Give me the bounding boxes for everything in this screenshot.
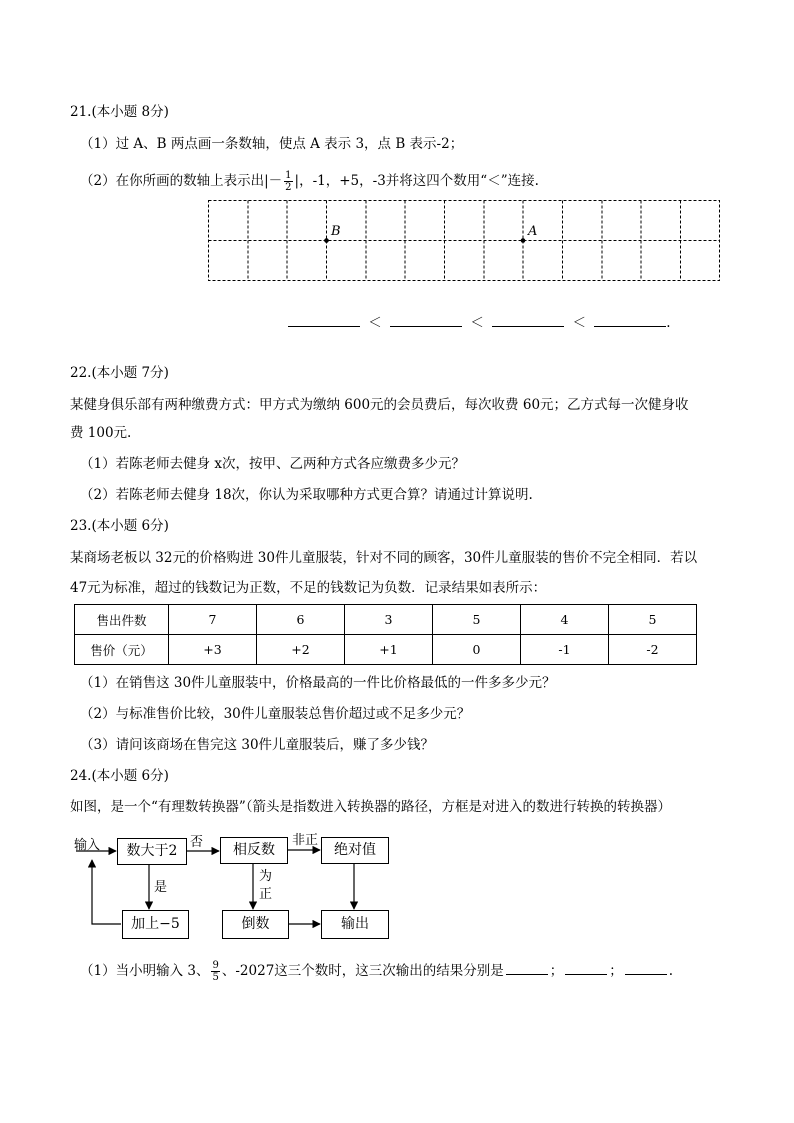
point-a-label: A xyxy=(528,224,538,239)
table-cell: +1 xyxy=(345,635,433,665)
q22-part2: （2）若陈老师去健身 18次，你认为采取哪种方式更合算？请通过计算说明. xyxy=(80,487,533,503)
q22-stem-line1: 某健身俱乐部有两种缴费方式：甲方式为缴纳 600元的会员费后，每次收费 60元；乙方式每一次健身收 xyxy=(70,397,689,413)
q23-stem-line1: 某商场老板以 32元的价格购进 30件儿童服装，针对不同的顾客，30件儿童服装的售价不完全相同．若以 xyxy=(70,550,698,566)
table-header-price: 售价（元） xyxy=(75,635,169,665)
q24-part1-suffix: 、-2027这三个数时，这三次输出的结果分别是 xyxy=(221,963,504,979)
q24-frac-num: 9 xyxy=(212,960,219,971)
table-cell: +3 xyxy=(169,635,257,665)
q21-part2-prefix: （2）在你所画的数轴上表示出 xyxy=(80,173,265,189)
less-than-3: ＜ xyxy=(572,315,586,331)
q24-frac-den: 5 xyxy=(212,972,219,983)
q21-title: 21.(本小题 8分) xyxy=(70,104,169,120)
table-cell: 5 xyxy=(433,605,521,635)
q22-title: 22.(本小题 7分) xyxy=(70,365,169,381)
q24-fraction-nine-fifths xyxy=(211,960,219,983)
q21-part2-suffix: ，-1，+5，-3并将这四个数用“＜”连接. xyxy=(299,173,539,189)
table-cell: 0 xyxy=(433,635,521,665)
flow-box-reciprocal: 倒数 xyxy=(222,910,289,939)
flow-box-compare: 数大于2 xyxy=(117,838,187,865)
flow-box-output: 输出 xyxy=(321,910,389,939)
q21-frac-den: 2 xyxy=(285,182,292,193)
flow-box-add: 加上−5 xyxy=(122,910,189,939)
q24-title: 24.(本小题 6分) xyxy=(70,768,169,784)
flow-label-nonpositive: 非正 xyxy=(292,833,319,848)
table-cell: 6 xyxy=(257,605,345,635)
table-cell: 7 xyxy=(169,605,257,635)
table-cell: -2 xyxy=(609,635,697,665)
flow-label-yes: 是 xyxy=(154,880,168,895)
q23-stem-line2: 47元为标准，超过的钱数记为正数，不足的钱数记为负数．记录结果如表所示： xyxy=(70,580,547,596)
table-header-quantity: 售出件数 xyxy=(75,605,169,635)
q21-part1: （1）过 A、B 两点画一条数轴，使点 A 表示 3，点 B 表示-2； xyxy=(80,136,464,152)
q24-answer-blank-1[interactable] xyxy=(506,962,548,975)
q24-part1 xyxy=(80,960,673,983)
less-than-1: ＜ xyxy=(368,315,382,331)
flow-label-positive-2: 正 xyxy=(259,887,273,902)
flow-input-label: 输入 xyxy=(74,838,101,853)
q24-end-period: . xyxy=(668,963,674,979)
q24-answer-blank-3[interactable] xyxy=(625,962,667,975)
q23-part1: （1）在销售这 30件儿童服装中，价格最高的一件比价格最低的一件多多少元？ xyxy=(80,675,556,691)
q23-part3: （3）请问该商场在售完这 30件儿童服装后，赚了多少钱？ xyxy=(80,737,435,753)
q24-sep-1: ； xyxy=(549,963,564,979)
q24-sep-2: ； xyxy=(609,963,623,979)
q21-abs-close: | xyxy=(294,173,300,189)
ineq-period: . xyxy=(666,315,671,331)
table-cell: -1 xyxy=(521,635,609,665)
q24-stem: 如图，是一个“有理数转换器”（箭头是指数进入转换器的路径，方框是对进入的数进行转换的转换器） xyxy=(70,799,672,815)
q21-frac-num: 1 xyxy=(285,170,292,181)
q21-abs-open: |－ xyxy=(264,173,283,189)
q24-part1-prefix: （1）当小明输入 3、 xyxy=(80,963,210,979)
q23-part2: （2）与标准售价比较，30件儿童服装总售价超过或不足多少元？ xyxy=(80,706,471,722)
table-cell: 3 xyxy=(345,605,433,635)
table-cell: 4 xyxy=(521,605,609,635)
q24-answer-blank-2[interactable] xyxy=(565,962,607,975)
flow-box-opposite: 相反数 xyxy=(220,837,288,864)
flow-label-no: 否 xyxy=(190,835,204,850)
less-than-2: ＜ xyxy=(470,315,484,331)
point-b-label: B xyxy=(331,224,341,239)
flow-box-abs: 绝对值 xyxy=(321,837,389,864)
table-cell: 5 xyxy=(609,605,697,635)
q22-stem-line2: 费 100元. xyxy=(70,425,132,441)
q23-title: 23.(本小题 6分) xyxy=(70,518,169,534)
flow-label-positive-1: 为 xyxy=(259,869,273,884)
q22-part1: （1）若陈老师去健身 x次，按甲、乙两种方式各应缴费多少元？ xyxy=(80,456,465,472)
table-cell: +2 xyxy=(257,635,345,665)
